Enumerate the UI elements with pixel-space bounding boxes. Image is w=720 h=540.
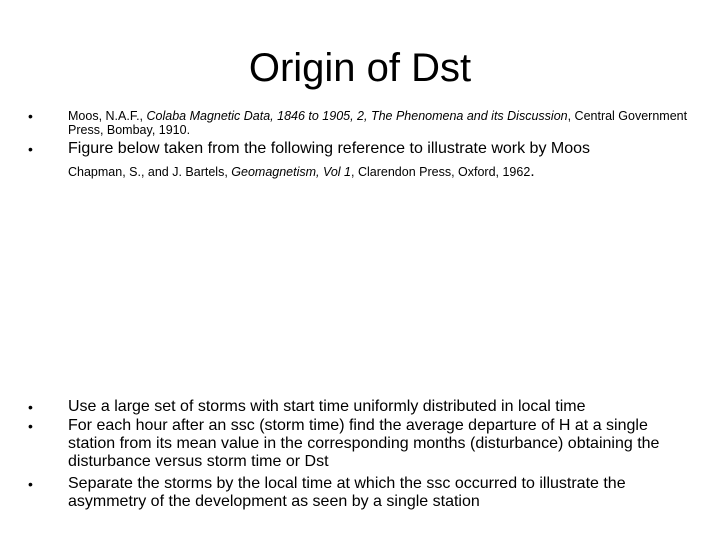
bullet-dot: • xyxy=(28,108,33,124)
ref2-period: . xyxy=(530,163,535,180)
bullet-dot: • xyxy=(28,418,33,434)
ref2-title: Geomagnetism, Vol 1 xyxy=(231,165,352,179)
bullet-reference-moos xyxy=(28,109,698,137)
figure-note-text: Figure below taken from the following reference to illustrate work by Moos xyxy=(68,140,591,157)
reference-chapman-bartels xyxy=(68,165,698,179)
bullet-dot: • xyxy=(28,141,33,157)
point-3-text: Separate the storms by the local time at which the ssc occurred to illustrate the asymmetry of the development as seen by a single station xyxy=(68,475,626,510)
slide-title: Origin of Dst xyxy=(248,46,472,90)
point-1-text: Use a large set of storms with start time uniformly distributed in local time xyxy=(68,398,586,415)
bullet-point-3 xyxy=(28,475,698,511)
ref2-publisher: , Clarendon Press, Oxford, 1962 xyxy=(351,165,531,179)
ref2-authors: Chapman, S., and J. Bartels, xyxy=(68,165,232,179)
bullet-point-1 xyxy=(28,398,698,417)
ref1-title: Colaba Magnetic Data, 1846 to 1905, 2, The Phenomena and its Discussion xyxy=(146,109,568,123)
bullet-dot: • xyxy=(28,476,33,492)
reference-moos-text xyxy=(68,109,698,137)
bullet-point-2 xyxy=(28,417,698,471)
ref1-authors: Moos, N.A.F., xyxy=(68,109,147,123)
ref1-publisher: , Central Government Press, Bombay, 1910. xyxy=(68,109,688,137)
bullet-figure-note xyxy=(28,140,698,158)
point-2-text: For each hour after an ssc (storm time) find the average departure of H at a single station from its mean value in the corresponding months (disturbance) obtaining the disturbance versus storm time or Dst xyxy=(68,417,660,470)
bullet-dot: • xyxy=(28,399,33,415)
